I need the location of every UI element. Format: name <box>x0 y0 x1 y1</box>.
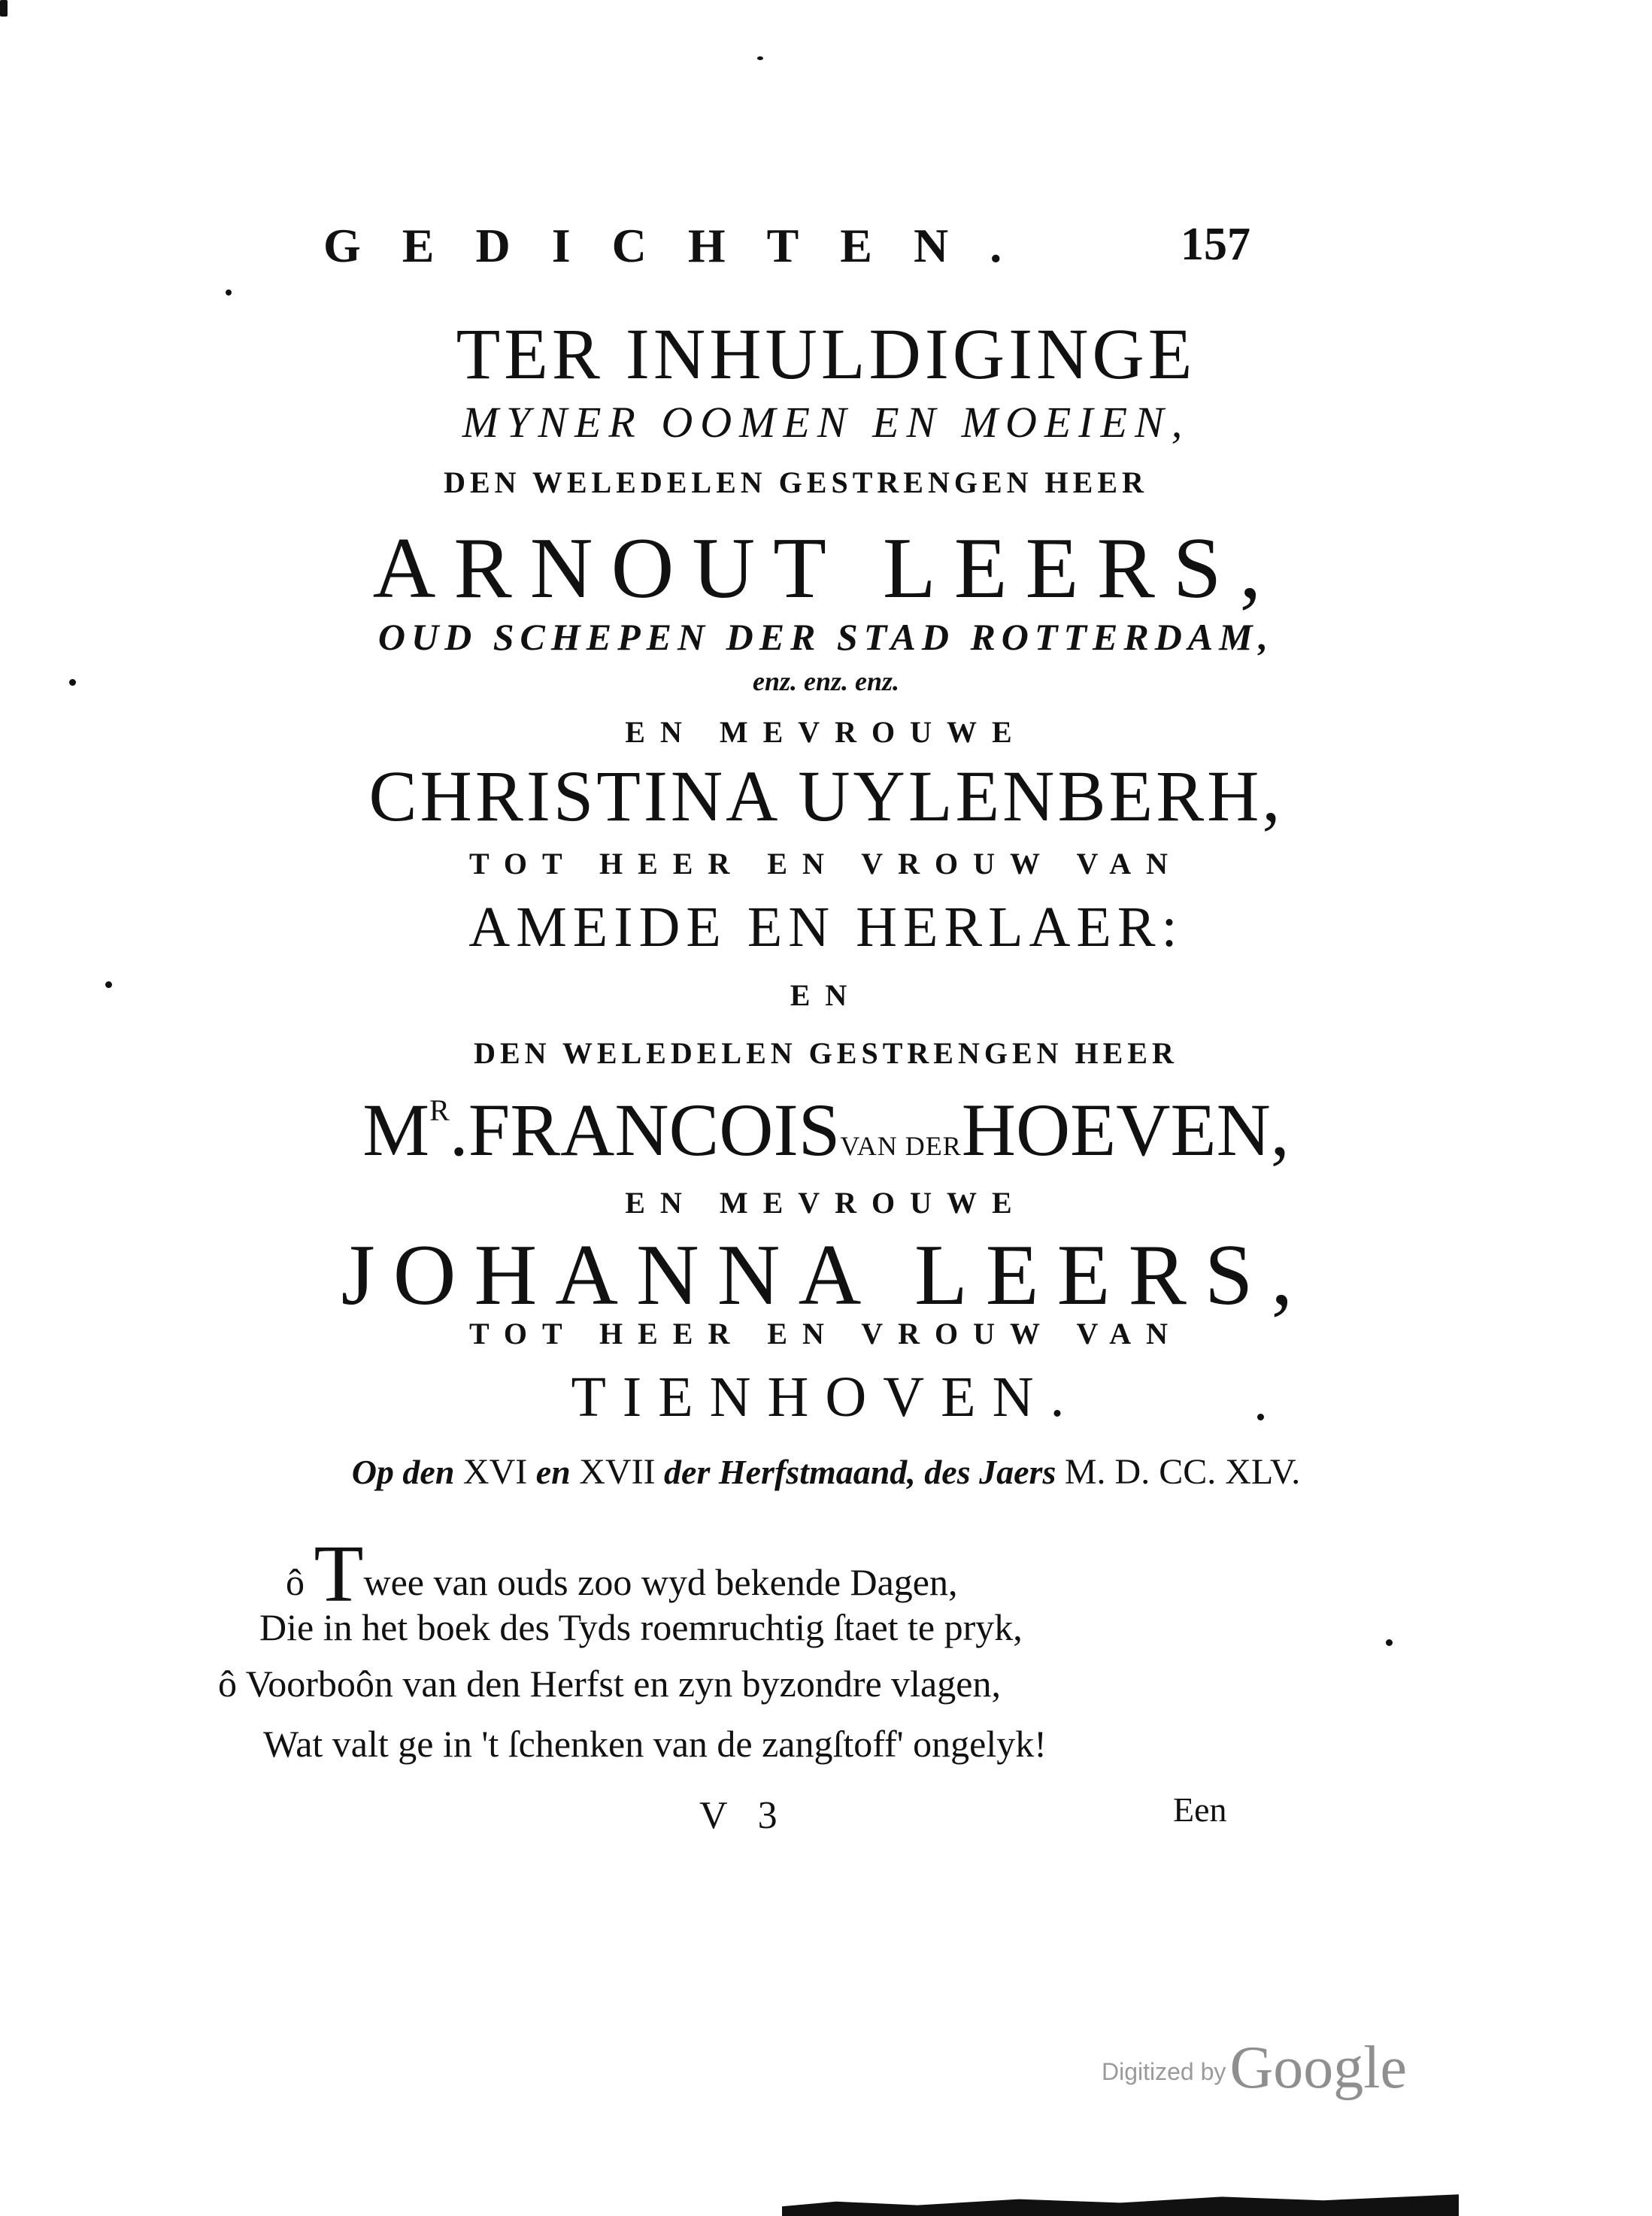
title-line-2: MYNER OOMEN EN MOEIEN, <box>462 398 1190 447</box>
dateline-part-5: der Herfstmaand, des Jaers <box>664 1453 1056 1491</box>
catchword: Een <box>1173 1790 1227 1829</box>
ink-speck <box>0 0 8 17</box>
ink-speck <box>1257 1414 1264 1420</box>
place-tienhoven: TIENHOVEN. <box>571 1366 1081 1429</box>
title-line-13-small: VAN DER <box>840 1131 962 1161</box>
place-ameide-herlaer: AMEIDE EN HERLAER: <box>468 896 1184 959</box>
title-line-12: DEN WELEDELEN GESTRENGEN HEER <box>474 1036 1178 1070</box>
title-line-3: DEN WELEDELEN GESTRENGEN HEER <box>444 465 1148 499</box>
drop-cap: T <box>314 1529 364 1619</box>
name-christina-uylenberh: CHRISTINA UYLENBERH, <box>368 756 1284 836</box>
ink-speck <box>1386 1639 1393 1646</box>
verse-line-1-text: wee van ouds zoo wyd bekende Dagen, <box>363 1561 958 1603</box>
dateline-part-6: M. D. CC. XLV. <box>1064 1452 1301 1492</box>
title-line-6: enz. enz. enz. <box>752 666 900 696</box>
title-line-13-name2: HOEVEN, <box>961 1088 1290 1172</box>
title-line-9: TOT HEER EN VROUW VAN <box>468 847 1184 881</box>
page-number: 157 <box>1181 219 1250 270</box>
digitized-watermark <box>1102 2034 1407 2102</box>
ink-speck <box>226 290 232 296</box>
title-line-13-sup: R <box>429 1093 450 1127</box>
name-johanna-leers: JOHANNA LEERS, <box>341 1227 1311 1323</box>
signature-mark: V 3 <box>699 1794 788 1837</box>
title-line-16: TOT HEER EN VROUW VAN <box>468 1317 1184 1351</box>
verse-line-3: ô Voorboôn van den Herfst en zyn byzondre vlagen, <box>218 1663 1001 1705</box>
title-line-11: EN <box>790 978 862 1012</box>
verse-line-1-prefix: ô <box>286 1561 305 1603</box>
google-logo: Google <box>1229 2035 1408 2101</box>
dateline <box>0 1451 1652 1493</box>
verse-line-2: Die in het boek des Tyds roemruchtig ſtaet te pryk, <box>259 1606 1023 1648</box>
ink-speck <box>69 679 76 686</box>
name-francois-van-der-hoeven <box>0 1087 1652 1173</box>
title-line-13-dot: . <box>449 1088 468 1172</box>
title-line-14: EN MEVROUWE <box>625 1186 1027 1220</box>
name-arnout-leers: ARNOUT LEERS, <box>372 520 1280 617</box>
dateline-part-1: Op den <box>351 1453 455 1491</box>
title-line-7: EN MEVROUWE <box>625 715 1027 749</box>
title-line-13-prefix: M <box>362 1088 430 1172</box>
dateline-part-3: en <box>535 1453 571 1491</box>
scan-edge-band <box>782 2192 1459 2216</box>
ink-speck <box>757 56 763 60</box>
title-line-1: TER INHULDIGINGE <box>456 314 1196 394</box>
title-line-5: OUD SCHEPEN DER STAD ROTTERDAM, <box>377 616 1275 658</box>
dateline-part-2: XVI <box>462 1452 528 1492</box>
title-line-13-name1: FRANCOIS <box>468 1088 841 1172</box>
verse-line-1 <box>286 1529 958 1619</box>
ink-speck <box>105 981 112 988</box>
dateline-part-4: XVII <box>579 1452 656 1492</box>
verse-line-4: Wat valt ge in 't ſchenken van de zangſtoff' ongelyk! <box>263 1723 1047 1765</box>
page-header <box>0 218 1652 278</box>
running-title: GEDICHTEN. <box>323 219 1044 272</box>
watermark-prefix: Digitized by <box>1102 2058 1226 2085</box>
